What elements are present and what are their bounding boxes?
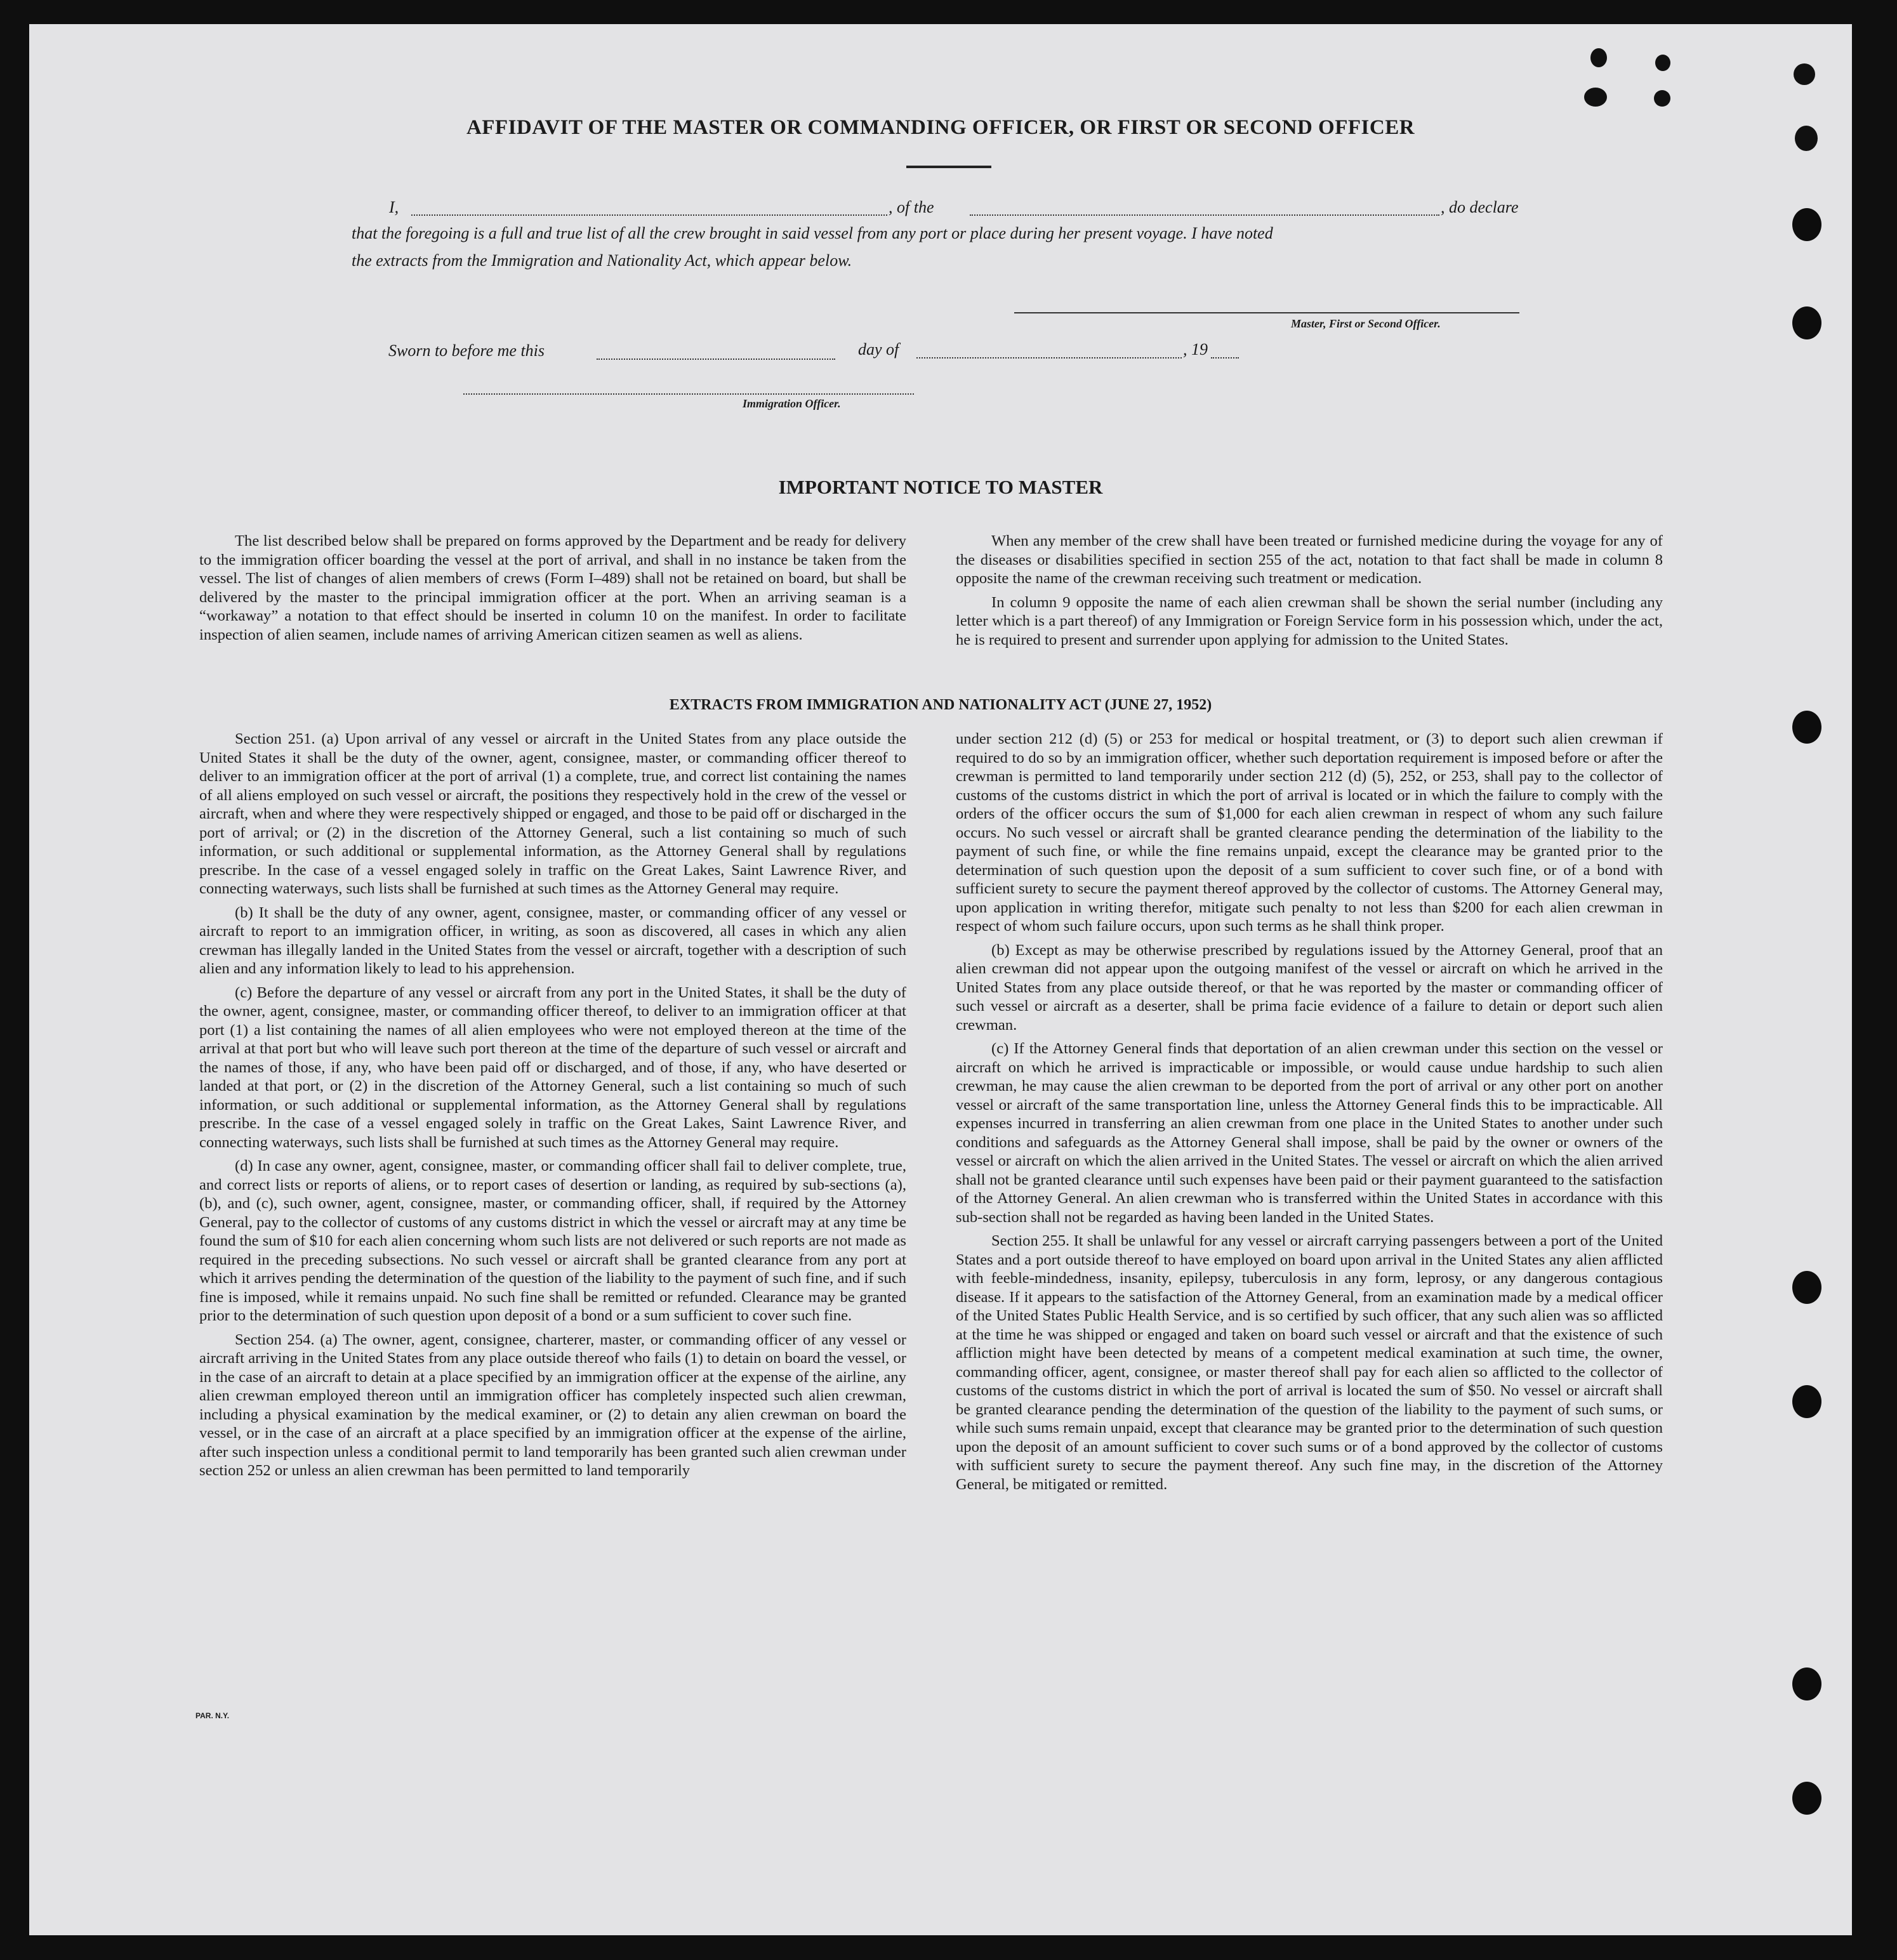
sworn-day-field[interactable] [597,358,835,360]
binder-hole [1792,208,1821,241]
binder-hole [1792,711,1821,744]
do-declare-label: , do declare [1441,198,1519,216]
binder-hole [1792,1667,1821,1700]
declarant-name-field[interactable] [411,214,887,216]
notice-title: IMPORTANT NOTICE TO MASTER [778,476,1103,498]
immigration-officer-signature-line[interactable] [463,393,914,395]
binder-hole [1792,1385,1821,1418]
section-paragraph: Section 255. It shall be unlawful for any vessel or aircraft carrying passengers between a port of the United States and a port outside thereof to have employed on board upon arrival in the United States any alien afflicted with feeble-mindedness, insanity, epilepsy, tuberculosis in any form, leprosy, or any dangerous contagious disease. If it appears to the satisfaction of the Attorney General, from an examination made by a medical officer of the United States Public Health Service, and is so certified by such officer, that any such alien was so afflicted at the time he was shipped or engaged and taken on board such vessel or aircraft and that the existence of such affliction might have been detected by means of a competent medical examination at such time, the owner, commanding officer, agent, consignee, or master thereof shall pay for each alien so afflicted to the collector of customs of the customs district in which the port of arrival is located the sum of $50. No vessel or aircraft shall be granted clearance pending the determination of the question of the liability to the payment of such sums, or while such sums remain unpaid, except that clearance may be granted prior to the determination of such question upon the deposit of an amount sufficient to cover such sums or of a bond approved by the collector of customs with sufficient surety to secure the payment thereof. Any such fine may, in the discretion of the Attorney General, be mitigated or remitted. [956,1232,1663,1493]
punch-mark [1655,55,1670,71]
section-paragraph: (c) Before the departure of any vessel or aircraft from any port in the United States, it shall be the duty of the owner, agent, consignee, master, or commanding officer thereof, to deliver to an immigration officer at that port (1) a list containing the names of all alien employees who were not employed thereon at the time of the arrival at that port but who will leave such port thereon at the time of the departure of such vessel or aircraft and the names of those, if any, who have been paid off or discharged, and of those, if any, who have deserted or landed at that port, or (2) in the discretion of the Attorney General, such a list containing so much of such information, or such additional or supplemental information, as the Attorney General shall by regulations prescribe. In the case of a vessel engaged solely in traffic on the Great Lakes, Saint Lawrence River, and connecting waterways, such lists shall be furnished at such times as the Attorney General may require. [199,983,906,1151]
punch-mark [1590,48,1607,67]
section-paragraph: (b) Except as may be otherwise prescribed by regulations issued by the Attorney General, proof that an alien crewman did not appear upon the outgoing manifest of the vessel or aircraft on which he arrived in the United States from any place outside thereof, or that he was reported by the master or commanding officer of such vessel or aircraft as a deserter, shall be prima facie evidence of a failure to detain or deport such alien crewman. [956,941,1663,1034]
notice-paragraph: When any member of the crew shall have been treated or furnished medicine during the voyage for any of the diseases or disabilities specified in section 255 of the act, notation to that fact shall be made in column 8 opposite the name of the crewman receiving such treatment or medication. [956,532,1663,587]
section-paragraph: Section 254. (a) The owner, agent, consignee, charterer, master, or commanding officer of any vessel or aircraft arriving in the United States from any place outside thereof who fails (1) to detain on board the vessel, or in the case of an aircraft to detain at a place specified by an immigration officer at the expense of the airline, any alien crewman employed thereon until an immigration officer has completely inspected such alien crewman, including a physical examination by the medical examiner, or (2) to detain any alien crewman on board the vessel, or in the case of an aircraft at a place specified by an immigration officer at the expense of the airline, after such inspection unless a conditional permit to land temporarily has been granted such alien crewman under section 252 or unless an alien crewman has been permitted to land temporarily [199,1331,906,1479]
extracts-right-column [956,730,1663,1499]
sworn-month-field[interactable] [916,357,1182,358]
sworn-year-field[interactable] [1211,357,1239,358]
master-signature-caption: Master, First or Second Officer. [1291,317,1441,330]
section-paragraph: (d) In case any owner, agent, consignee, master, or commanding officer shall fail to deliver complete, true, and correct lists or reports of aliens, or to report cases of desertion or landing, as required by sub-sections (a), (b), and (c), such owner, agent, consignee, master, or commanding officer, shall, if required by the Attorney General, pay to the collector of customs of any customs district in which the vessel or aircraft may at any time be found the sum of $10 for each alien concerning whom such lists are not delivered or such reports are not made as required in the preceding subsections. No such vessel or aircraft shall be granted clearance from any port at which it arrives pending the determination of the question of the liability to the payment of such fine, and if such fine is imposed, while it remains unpaid. No such fine shall be remitted or refunded. Clearance may be granted prior to the determination of such question upon deposit of a bond or a sum sufficient to cover such fine. [199,1157,906,1324]
binder-hole [1792,1782,1821,1815]
declaration-text: that the foregoing is a full and true list of all the crew brought in said vessel from any port or place during her present voyage. I have noted [352,224,1273,242]
extracts-left-column [199,730,906,1485]
punch-mark [1584,88,1607,107]
declarant-label: I, [389,198,399,216]
extracts-title: EXTRACTS FROM IMMIGRATION AND NATIONALITY ACT (JUNE 27, 1952) [669,697,1212,713]
section-paragraph: (c) If the Attorney General finds that deportation of an alien crewman under this section on the vessel or aircraft on which he arrived is impracticable or impossible, or would cause undue hardship to such alien crewman, he may cause the alien crewman to be deported from the port of arrival or any other port on another vessel or aircraft of the same transportation line, unless the Attorney General finds this to be impracticable. All expenses incurred in transferring an alien crewman from one place in the United States to another under such conditions and safeguards as the Attorney General shall impose, shall be paid by the owner or owners of the vessel or aircraft on which the alien arrived in the United States. The vessel or aircraft on which the alien arrived shall not be granted clearance until such expenses have been paid or their payment guaranteed to the satisfaction of the Attorney General. An alien crewman who is transferred within the United States in accordance with this sub-section shall not be regarded as having been landed in the United States. [956,1040,1663,1226]
year-label: , 19 [1183,340,1208,358]
document-page [29,24,1852,1935]
notice-left-column [199,532,906,649]
binder-hole [1792,306,1821,339]
title-divider [906,166,991,168]
vessel-name-field[interactable] [970,214,1439,216]
notice-paragraph: The list described below shall be prepared on forms approved by the Department and be ready for delivery to the immigration officer boarding the vessel at the port of arrival, and shall in no instance be taken from the vessel. The list of changes of alien members of crews (Form I–489) shall not be retained on board, but shall be delivered by the master to the principal immigration officer at the port. When an arriving seaman is a “workaway” a notation to that effect should be inserted in column 10 on the manifest. In order to facilitate inspection of alien seamen, include names of arriving American citizen seamen as well as aliens. [199,532,906,643]
notice-paragraph: In column 9 opposite the name of each alien crewman shall be shown the serial number (including any letter which is a part thereof) of any Immigration or Foreign Service form in his possession which, under the act, he is required to present and surrender upon applying for admission to the United States. [956,593,1663,648]
day-of-label: day of [858,340,899,358]
printer-mark: PAR. N.Y. [195,1711,230,1720]
declaration-text-cont: the extracts from the Immigration and Nationality Act, which appear below. [352,251,852,270]
section-paragraph: Section 251. (a) Upon arrival of any vessel or aircraft in the United States from any place outside the United States it shall be the duty of the owner, agent, consignee, master, or commanding officer thereof to deliver to an immigration officer at the port of arrival (1) a complete, true, and correct list containing the names of all aliens employed on such vessel or aircraft, the positions they respectively hold in the crew of the vessel or aircraft, when and where they were respectively shipped or engaged, and those to be paid off or discharged in the port of arrival; or (2) in the discretion of the Attorney General, such a list containing so much of such information, or such additional or supplemental information, as the Attorney General shall by regulations prescribe. In the case of a vessel engaged solely in traffic on the Great Lakes, Saint Lawrence River, and connecting waterways, such lists shall be furnished at such times as the Attorney General may require. [199,730,906,897]
notice-right-column [956,532,1663,654]
binder-hole [1792,1271,1821,1304]
section-paragraph: (b) It shall be the duty of any owner, agent, consignee, master, or commanding officer of any vessel or aircraft to report to an immigration officer, in writing, as soon as discovered, all cases in which any alien crewman has illegally landed in the United States from the vessel or aircraft, together with a description of such alien and any information likely to lead to his apprehension. [199,904,906,977]
immigration-officer-caption: Immigration Officer. [743,397,841,410]
section-paragraph: under section 212 (d) (5) or 253 for medical or hospital treatment, or (3) to deport such alien crewman if required to do so by an immigration officer, whether such deportation requirement is imposed before or after the crewman is permitted to land temporarily under section 212 (d) (5), 252, or 253, shall pay to the collector of customs of the customs district in which the port of arrival is located or in which the failure to comply with the orders of the officer occurs the sum of $1,000 for each alien crewman in respect of whom any such failure occurs. No such vessel or aircraft shall be granted clearance pending the determination of the liability to the payment of such fine, or while the fine remains unpaid, except the clearance may be granted prior to the determination of such question upon the deposit of a sum sufficient to cover such fine, or of a bond with sufficient surety to secure the payment thereof approved by the collector of customs. The Attorney General may, upon application in writing therefor, mitigate such penalty to not less than $200 for each alien crewman in respect of whom such failure occurs, upon such terms as he shall think proper. [956,730,1663,935]
affidavit-title: AFFIDAVIT OF THE MASTER OR COMMANDING OFFICER, OR FIRST OR SECOND OFFICER [466,116,1415,139]
of-the-label: , of the [889,198,934,216]
master-signature-line[interactable] [1014,312,1519,313]
punch-mark [1794,63,1815,85]
punch-mark [1654,90,1670,107]
sworn-label: Sworn to before me this [388,341,545,360]
